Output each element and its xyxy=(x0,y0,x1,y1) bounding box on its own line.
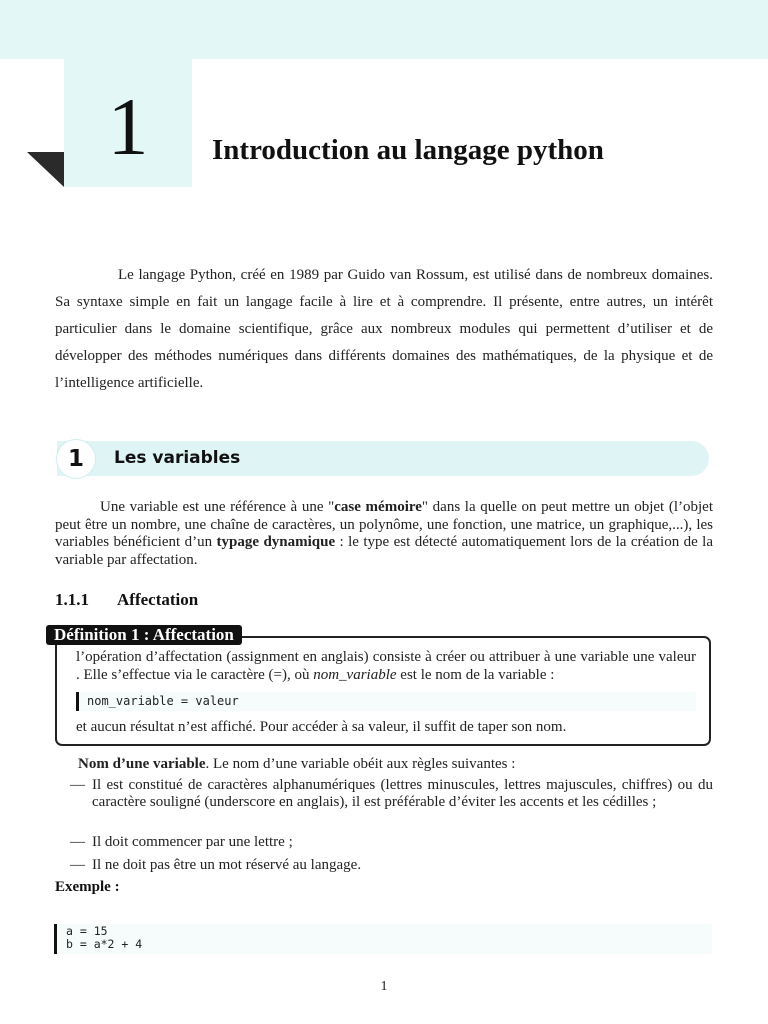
section-title: Les variables xyxy=(114,448,241,468)
list-item-text: Il doit commencer par une lettre ; xyxy=(92,834,293,850)
list-item xyxy=(70,777,713,811)
rules-intro xyxy=(78,756,515,773)
list-item-text: Il est constitué de caractères alphanumériques (lettres minuscules, lettres majuscules, chiffres) ou du caractère souligné (underscore en anglais), il est préférable d’éviter les accents et les cédilles ; xyxy=(92,777,713,810)
list-dash: — xyxy=(70,834,85,850)
definition-text-1a: l’opération d’affectation (assignment en anglais) consiste à créer ou attribuer à une variable une valeur . Elle s’effectue via le caractère (=), où xyxy=(76,649,696,683)
list-item xyxy=(70,857,713,874)
definition-text-1b: est le nom de la variable : xyxy=(396,666,555,683)
rules-intro-rest: . Le nom d’une variable obéit aux règles suivantes : xyxy=(205,756,516,772)
example-label: Exemple : xyxy=(55,879,120,895)
variables-text-2: " dans la quelle on peut mettre un objet (l’objet peut être un nombre, une chaîne de caractères, un polynôme, une fonction, une matrice, un graphique,...), les variables bénéficient d’un xyxy=(55,499,714,550)
variables-bold-2: typage dynamique xyxy=(216,534,336,550)
variables-bold-1: case mémoire xyxy=(334,499,422,515)
code-line: a = 15 xyxy=(66,924,108,938)
intro-paragraph: Le langage Python, créé en 1989 par Guido van Rossum, est utilisé dans de nombreux domaines. Sa syntaxe simple en fait un langage facile à lire et à comprendre. Il présente, entre autres, un intérêt particulier dans le domaine scientifique, grâce aux nombreux modules qui permettent d’utiliser et de développer des méthodes numériques dans différents domaines des mathématiques, de la physique et de l’intelligence artificielle. xyxy=(55,267,713,391)
subsection-heading xyxy=(55,590,198,610)
definition-variable-name: nom_variable xyxy=(313,666,397,683)
chapter-corner-triangle xyxy=(27,152,64,187)
page-number: 1 xyxy=(380,979,388,994)
variables-text-3: : le type est détecté automatiquement lors de la création de la variable par affectation. xyxy=(55,534,714,568)
definition-code: nom_variable = valeur xyxy=(76,692,696,711)
example-code-block xyxy=(54,924,712,954)
chapter-title: Introduction au langage python xyxy=(212,134,604,166)
code-line: b = a*2 + 4 xyxy=(66,937,143,951)
top-band xyxy=(0,0,768,59)
rules-intro-bold: Nom d’une variable xyxy=(78,756,206,772)
list-dash: — xyxy=(70,857,85,873)
variables-text-1: Une variable est une référence à une " xyxy=(100,499,335,515)
list-dash: — xyxy=(70,777,85,793)
section-number: 1 xyxy=(56,439,96,479)
subsection-title: Affectation xyxy=(117,590,199,609)
chapter-number: 1 xyxy=(107,81,149,172)
list-item xyxy=(70,834,713,851)
definition-text-1 xyxy=(76,649,696,684)
definition-label: Définition 1 : Affectation xyxy=(46,625,242,645)
definition-text-2: et aucun résultat n’est affiché. Pour accéder à sa valeur, il suffit de taper son nom. xyxy=(76,719,567,735)
variables-paragraph xyxy=(55,499,713,569)
list-item-text: Il ne doit pas être un mot réservé au langage. xyxy=(92,857,362,873)
subsection-number: 1.1.1 xyxy=(55,590,89,609)
